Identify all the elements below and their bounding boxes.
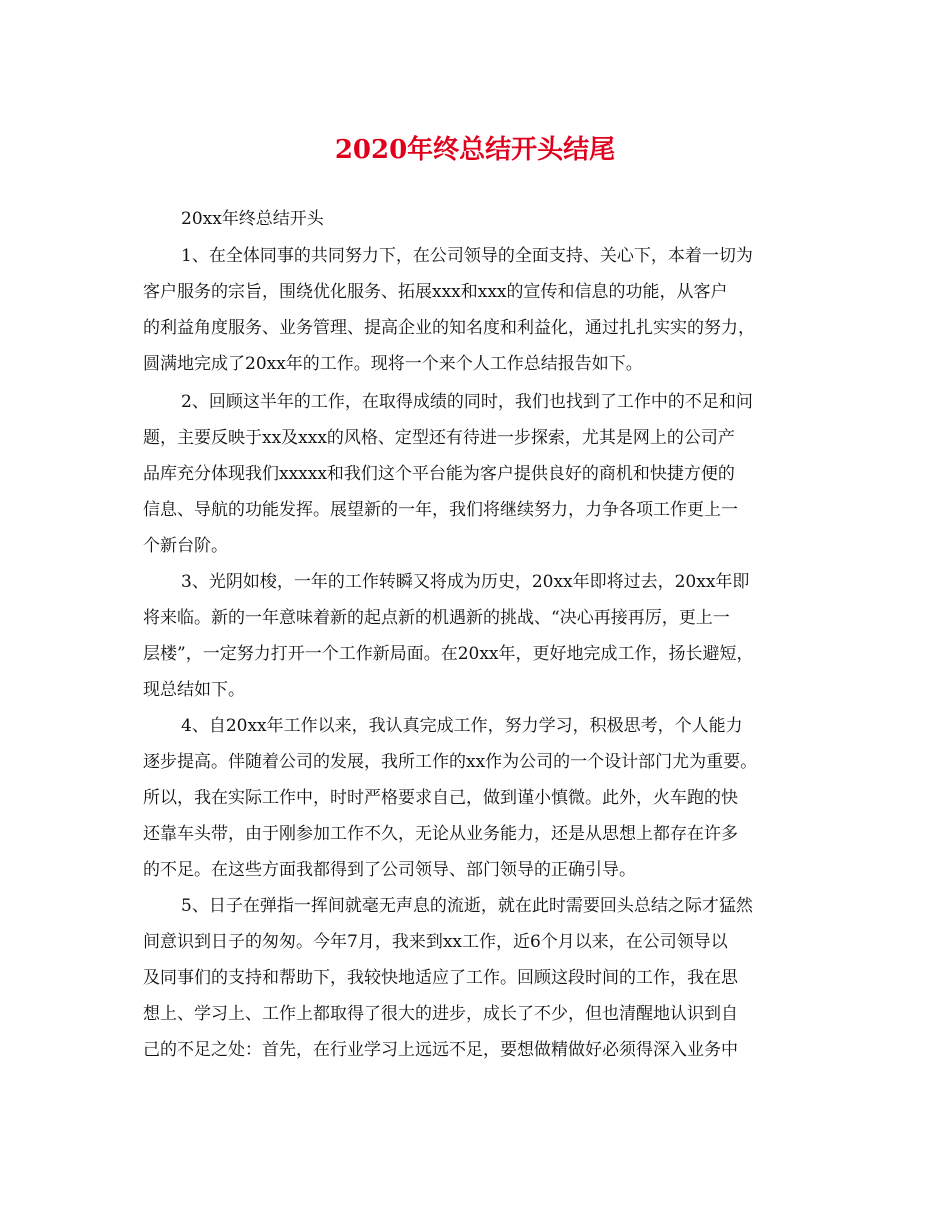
paragraph-3-line-2: 将来临。新的一年意味着新的起点新的机遇新的挑战、“决心再接再厉，更上一 bbox=[143, 608, 730, 628]
paragraph-3-line-3: 层楼”，一定努力打开一个工作新局面。在20xx年，更好地完成工作，扬长避短， bbox=[143, 644, 754, 664]
paragraph-2-line-1: 2、回顾这半年的工作，在取得成绩的同时，我们也找到了工作中的不足和问 bbox=[181, 392, 753, 412]
section-heading: 20xx年终总结开头 bbox=[181, 209, 324, 229]
paragraph-5-line-4: 想上、学习上、工作上都取得了很大的进步，成长了不少，但也清醒地认识到自 bbox=[143, 1004, 738, 1024]
paragraph-1-line-2: 客户服务的宗旨，围绕优化服务、拓展xxx和xxx的宣传和信息的功能，从客户 bbox=[143, 282, 728, 302]
paragraph-4-line-3: 所以，我在实际工作中，时时严格要求自己，做到谨小慎微。此外，火车跑的快 bbox=[143, 788, 738, 808]
paragraph-5-line-3: 及同事们的支持和帮助下，我较快地适应了工作。回顾这段时间的工作，我在思 bbox=[143, 968, 738, 988]
paragraph-4-line-4: 还靠车头带，由于刚参加工作不久，无论从业务能力，还是从思想上都存在许多 bbox=[143, 824, 738, 844]
paragraph-1-line-4: 圆满地完成了20xx年的工作。现将一个来个人工作总结报告如下。 bbox=[143, 354, 643, 374]
paragraph-1-line-3: 的利益角度服务、业务管理、提高企业的知名度和利益化，通过扎扎实实的努力， bbox=[143, 318, 755, 338]
paragraph-5-line-2: 间意识到日子的匆匆。今年7月，我来到xx工作，近6个月以来，在公司领导以 bbox=[143, 932, 728, 952]
paragraph-2-line-2: 题，主要反映于xx及xxx的风格、定型还有待进一步探索，尤其是网上的公司产 bbox=[143, 428, 735, 448]
paragraph-2-line-4: 信息、导航的功能发挥。展望新的一年，我们将继续努力，力争各项工作更上一 bbox=[143, 500, 738, 520]
paragraph-4-line-5: 的不足。在这些方面我都得到了公司领导、部门领导的正确引导。 bbox=[143, 860, 636, 880]
paragraph-5-line-1: 5、日子在弹指一挥间就毫无声息的流逝，就在此时需要回头总结之际才猛然 bbox=[181, 896, 753, 916]
paragraph-3-line-1: 3、光阴如梭，一年的工作转瞬又将成为历史，20xx年即将过去，20xx年即 bbox=[181, 572, 750, 592]
paragraph-4-line-1: 4、自20xx年工作以来，我认真完成工作，努力学习，积极思考，个人能力 bbox=[181, 716, 743, 736]
paragraph-2-line-3: 品库充分体现我们xxxxx和我们这个平台能为客户提供良好的商机和快捷方便的 bbox=[143, 464, 735, 484]
document-title: 2020年终总结开头结尾 bbox=[334, 135, 616, 165]
paragraph-2-line-5: 个新台阶。 bbox=[143, 536, 228, 556]
paragraph-1-line-1: 1、在全体同事的共同努力下，在公司领导的全面支持、关心下，本着一切为 bbox=[181, 246, 753, 266]
paragraph-4-line-2: 逐步提高。伴随着公司的发展，我所工作的xx作为公司的一个设计部门尤为重要。 bbox=[143, 752, 758, 772]
paragraph-5-line-5: 己的不足之处：首先，在行业学习上远远不足，要想做精做好必须得深入业务中 bbox=[143, 1040, 738, 1060]
paragraph-3-line-4: 现总结如下。 bbox=[143, 680, 245, 700]
